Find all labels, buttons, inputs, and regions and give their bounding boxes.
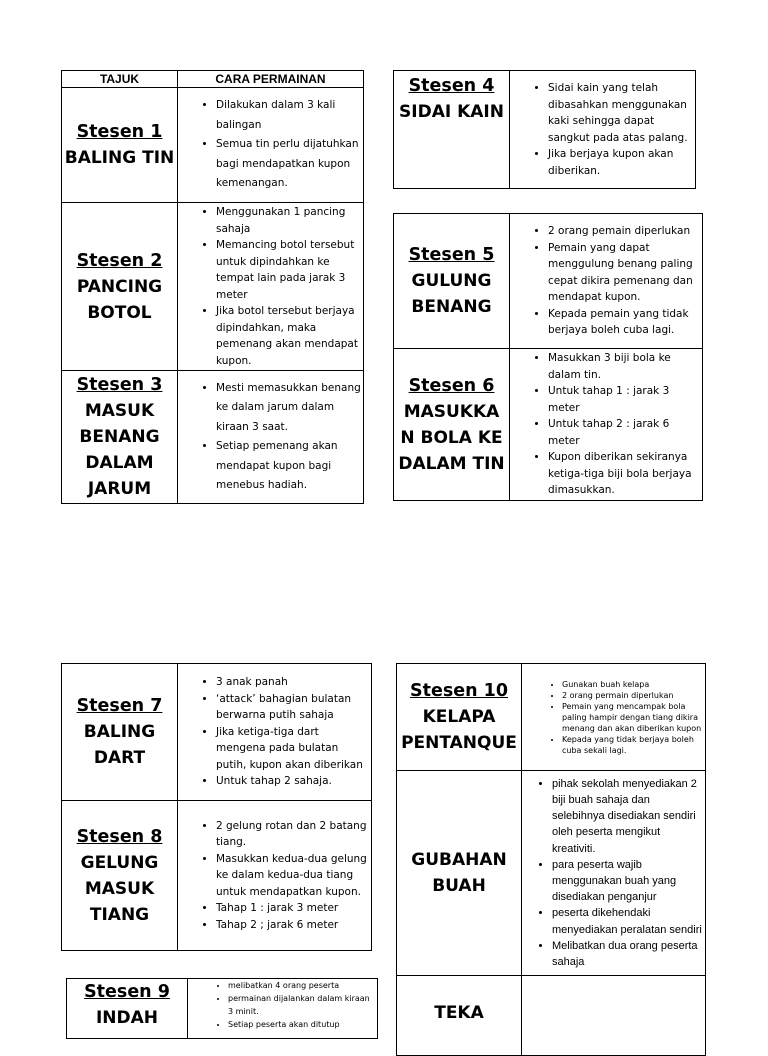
station-label: Stesen 9 bbox=[84, 982, 170, 1002]
rule-item: • 2 orang permain diperlukan bbox=[562, 690, 705, 701]
rule-item: • permainan dijalankan dalam kiraan 3 minit. bbox=[228, 992, 377, 1018]
rule-item: • Setiap pemenang akan mendapat kupon bagi menebus hadiah. bbox=[216, 437, 363, 496]
rule-item: • Jika ketiga-tiga dart mengena pada bulatan putih, kupon akan diberikan bbox=[216, 724, 371, 774]
rule-item: • Untuk tahap 2 : jarak 6 meter bbox=[548, 416, 702, 449]
station-name: BALING TIN bbox=[64, 148, 175, 168]
rule-item: • Menggunakan 1 pancing sahaja bbox=[216, 204, 363, 237]
station-8-rules bbox=[178, 801, 372, 951]
station-label: Stesen 2 bbox=[76, 250, 163, 271]
station-label: Stesen 8 bbox=[76, 826, 163, 847]
station-name: GUBAHAN BUAH bbox=[411, 850, 507, 896]
rule-item: • Jika berjaya kupon akan diberikan. bbox=[548, 146, 695, 179]
station-label: Stesen 3 bbox=[76, 375, 163, 395]
station-7-rules bbox=[178, 664, 372, 801]
header-tajuk: TAJUK bbox=[62, 71, 178, 88]
rule-item: • Kepada pemain yang tidak berjaya boleh cuba lagi. bbox=[548, 306, 702, 339]
rule-item: • Kupon diberikan sekiranya ketiga-tiga biji bola berjaya dimasukkan. bbox=[548, 449, 702, 499]
header-cara-permainan: CARA PERMAINAN bbox=[178, 71, 364, 88]
station-name: KELAPA PENTANQUE bbox=[401, 707, 517, 753]
station-name: TEKA bbox=[434, 1003, 484, 1023]
rule-item: • 2 orang pemain diperlukan bbox=[548, 223, 702, 240]
rule-item: • Mesti memasukkan benang ke dalam jarum dalam kiraan 3 saat. bbox=[216, 379, 363, 438]
rule-item: • para peserta wajib menggunakan buah yang disediakan penganjur bbox=[552, 857, 705, 906]
station-10-title bbox=[397, 664, 522, 771]
rule-item: • pihak sekolah menyediakan 2 biji buah sahaja dan selebihnya disediakan sendiri oleh peserta mengikut kreativiti. bbox=[552, 776, 705, 857]
rule-item: • ‘attack’ bahagian bulatan berwarna putih sahaja bbox=[216, 691, 371, 724]
rule-item: • Dilakukan dalam 3 kali balingan bbox=[216, 96, 363, 135]
station-9-rules bbox=[188, 979, 378, 1039]
station-3-rules bbox=[178, 371, 364, 504]
rule-item: • Jika botol tersebut berjaya dipindahkan, maka pemenang akan mendapat kupon. bbox=[216, 303, 363, 369]
rule-item: • Tahap 1 : jarak 3 meter bbox=[216, 900, 371, 917]
station-3-title bbox=[62, 371, 178, 504]
station-2-title bbox=[62, 203, 178, 371]
rule-item: • Untuk tahap 2 sahaja. bbox=[216, 773, 371, 790]
rule-item: • Untuk tahap 1 : jarak 3 meter bbox=[548, 383, 702, 416]
station-5-rules bbox=[510, 214, 703, 349]
rule-item: • Pemain yang mencampak bola paling hampir dengan tiang dikira menang dan akan diberikan kupon bbox=[562, 701, 705, 734]
station-name: BALING DART bbox=[83, 722, 156, 768]
table-station-9 bbox=[66, 978, 378, 1039]
gubahan-buah-title bbox=[397, 771, 522, 976]
station-4-rules bbox=[510, 71, 696, 189]
station-8-title bbox=[62, 801, 178, 951]
station-label: Stesen 4 bbox=[408, 76, 495, 96]
rule-item: • 2 gelung rotan dan 2 batang tiang. bbox=[216, 818, 371, 851]
station-7-title bbox=[62, 664, 178, 801]
station-name: SIDAI KAIN bbox=[399, 102, 504, 122]
rule-item: • melibatkan 4 orang peserta bbox=[228, 979, 377, 992]
rule-item: • Melibatkan dua orang peserta sahaja bbox=[552, 938, 705, 970]
station-label: Stesen 6 bbox=[408, 375, 495, 396]
rule-item: • Tahap 2 ; jarak 6 meter bbox=[216, 917, 371, 934]
rule-item: • Kepada yang tidak berjaya boleh cuba sekali lagi. bbox=[562, 734, 705, 756]
station-1-title bbox=[62, 88, 178, 203]
station-name: GULUNG BENANG bbox=[411, 271, 492, 317]
gubahan-buah-rules bbox=[522, 771, 706, 976]
station-9-title bbox=[67, 979, 188, 1039]
station-4-title bbox=[394, 71, 510, 189]
station-6-title bbox=[394, 349, 510, 501]
station-10-rules bbox=[522, 664, 706, 771]
station-name: PANCING BOTOL bbox=[76, 276, 163, 323]
rule-item: • Masukkan 3 biji bola ke dalam tin. bbox=[548, 350, 702, 383]
station-6-rules bbox=[510, 349, 703, 501]
station-label: Stesen 5 bbox=[408, 245, 495, 265]
table-stations-5-6 bbox=[393, 213, 703, 501]
rule-item: • Gunakan buah kelapa bbox=[562, 679, 705, 690]
station-name: GELUNG MASUK TIANG bbox=[80, 852, 159, 925]
rule-item: • peserta dikehendaki menyediakan peralatan sendiri bbox=[552, 905, 705, 937]
station-5-title bbox=[394, 214, 510, 349]
teka-rules bbox=[522, 976, 706, 1056]
table-station-4 bbox=[393, 70, 696, 189]
station-name: MASUK BENANG DALAM JARUM bbox=[79, 401, 160, 499]
station-name: INDAH bbox=[95, 1008, 159, 1028]
station-2-rules bbox=[178, 203, 364, 371]
rule-item: • Masukkan kedua-dua gelung ke dalam kedua-dua tiang untuk mendapatkan kupon. bbox=[216, 851, 371, 901]
station-name: MASUKKA N BOLA KE DALAM TIN bbox=[398, 401, 505, 474]
station-label: Stesen 1 bbox=[76, 122, 163, 142]
station-label: Stesen 7 bbox=[76, 696, 163, 716]
station-1-rules bbox=[178, 88, 364, 203]
rule-item: • Memancing botol tersebut untuk dipindahkan ke tempat lain pada jarak 3 meter bbox=[216, 237, 363, 303]
rule-item: • Sidai kain yang telah dibasahkan menggunakan kaki sehingga dapat sangkut pada atas palang. bbox=[548, 80, 695, 146]
table-stations-10-gubahan bbox=[396, 663, 706, 1056]
table-stations-7-8 bbox=[61, 663, 372, 951]
rule-item: • Semua tin perlu dijatuhkan bagi mendapatkan kupon kemenangan. bbox=[216, 135, 363, 194]
teka-title bbox=[397, 976, 522, 1056]
rule-item: • 3 anak panah bbox=[216, 674, 371, 691]
table-stations-1-3 bbox=[61, 70, 364, 504]
station-label: Stesen 10 bbox=[409, 681, 509, 701]
rule-item: • Setiap peserta akan ditutup bbox=[228, 1018, 377, 1031]
rule-item: • Pemain yang dapat menggulung benang paling cepat dikira pemenang dan mendapat kupon. bbox=[548, 240, 702, 306]
